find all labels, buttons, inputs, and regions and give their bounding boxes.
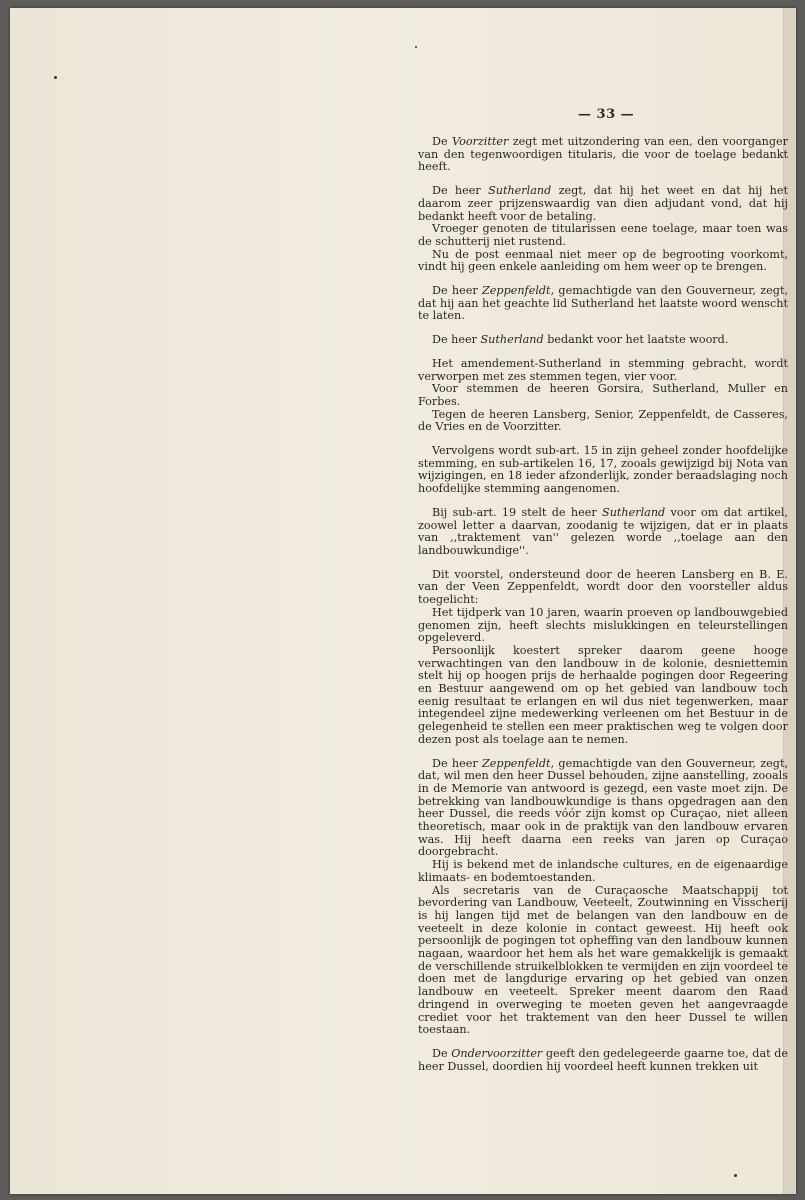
paragraph: Vroeger genoten de titularissen eene toelage, maar toen was de schutterij niet rustend. — [418, 222, 788, 248]
paragraph: Voor stemmen de heeren Gorsira, Sutherland, Muller en Forbes. — [418, 382, 788, 408]
paragraph: De heer Sutherland zegt, dat hij het weet en dat hij het daarom zeer prijzenswaardig van dien adjudant vond, dat hij bedankt heeft voor de betaling. — [418, 184, 788, 223]
paragraph: De heer Sutherland bedankt voor het laatste woord. — [432, 333, 729, 347]
text-column — [418, 136, 788, 1084]
speaker-name: Sutherland — [480, 333, 544, 347]
paragraph: Het amendement-Sutherland in stemming gebracht, wordt verworpen met zes stemmen tegen, vier voor. — [418, 356, 788, 383]
speaker-name: Voorzitter — [452, 135, 509, 148]
speck-mark — [54, 76, 57, 79]
speaker-name: Sutherland — [602, 505, 666, 519]
paragraph: Bij sub-art. 19 stelt de heer Sutherland voor om dat artikel, zoowel letter a daarvan, zoodanig te wijzigen, dat er in plaats van ,,traktement van'' gelezen worde ,,toelage aan den landbouwkundige''. — [418, 505, 788, 557]
speaker-name: Zeppenfeldt — [482, 284, 551, 298]
page-number: — 33 — — [578, 107, 635, 122]
speck-mark — [415, 46, 417, 48]
paragraph: Vervolgens wordt sub-art. 15 in zijn geheel zonder hoofdelijke stemming, en sub-artikelen 16, 17, zooals gewijzigd bij Nota van wijzigingen, en 18 ieder afzonderlijk, zonder beraadslaging noch hoofdelijke stemming aangenomen. — [418, 444, 788, 496]
paragraph: Als secretaris van de Curaçaosche Maatschappij tot bevordering van Landbouw, Veeteelt, Zoutwinning en Visscherij is hij langen tijd met de belangen van den landbouw en de veeteelt in deze kolonie in contact geweest. Hij heeft ook persoonlijk de pogingen tot opheffing van den landbouw kunnen nagaan, waardoor het hem als het ware gemakkelijk is gemaakt de verschillende struikelblokken te vermijden en zijn voordeel te doen met de langdurige ervaring op het gebied van onzen landbouw en veeteelt. Spreker meent daarom den Raad dringend in overweging te moeten geven het aangevraagde crediet voor het traktement van den heer Dussel te willen toestaan. — [418, 883, 788, 1037]
paragraph: Hij is bekend met de inlandsche cultures, en de eigenaardige klimaats- en bodemtoestanden. — [418, 858, 788, 884]
paragraph: De heer Zeppenfeldt, gemachtigde van den Gouverneur, zegt, dat, wil men den heer Dussel behouden, zijne aanstelling, zooals in de Memorie van antwoord is gezegd, een vaste moet zijn. De betrekking van landbouwkundige is thans opgedragen aan den heer Dussel, die reeds vóór zijn komst op Curaçao, niet alleen theoretisch, maar ook in de praktijk van den landbouw ervaren was. Hij heeft daarna een reeks van jaren op Curaçao doorgebracht. — [418, 756, 789, 859]
speaker-name: Sutherland — [488, 184, 552, 198]
paragraph: Het tijdperk van 10 jaren, waarin proeven op landbouwgebied genomen zijn, heeft slechts mislukkingen en teleurstellingen opgeleverd. — [418, 605, 788, 645]
paragraph: Dit voorstel, ondersteund door de heeren Lansberg en B. E. van der Veen Zeppenfeldt, wordt door den voorsteller aldus toegelicht: — [418, 567, 788, 607]
paragraph: De heer Zeppenfeldt, gemachtigde van den Gouverneur, zegt, dat hij aan het geachte lid Sutherland het laatste woord wenscht te laten. — [418, 284, 789, 323]
speaker-name: Zeppenfeldt — [482, 756, 551, 770]
speaker-name: Ondervoorzitter — [451, 1047, 543, 1060]
paragraph: Tegen de heeren Lansberg, Senior, Zeppenfeldt, de Casseres, de Vries en de Voorzitter. — [418, 407, 788, 434]
paragraph: Persoonlijk koestert spreker daarom geene hooge verwachtingen van den landbouw in de kolonie, desniettemin stelt hij op hoogen prijs de herhaalde pogingen door Regeering en Bestuur aangewend om op het gebied van landbouw toch eenig resultaat te erlangen en wil dus niet tegenwerken, maar integendeel zijne medewerking verleenen om het Bestuur in de gelegenheid te stellen een meer praktischen weg te volgen door dezen post als toelage aan te nemen. — [418, 643, 788, 746]
document-page — [10, 8, 796, 1194]
speck-mark — [734, 1174, 737, 1177]
paragraph: De Ondervoorzitter geeft den gedelegeerde gaarne toe, dat de heer Dussel, doordien hij voordeel heeft kunnen trekken uit — [418, 1047, 788, 1073]
paragraph: Nu de post eenmaal niet meer op de begrooting voorkomt, vindt hij geen enkele aanleiding om hem weer op te brengen. — [418, 247, 788, 274]
paragraph: De Voorzitter zegt met uitzondering van een, den voorganger van den tegenwoordigen titularis, die voor de toelage bedankt heeft. — [418, 135, 788, 174]
